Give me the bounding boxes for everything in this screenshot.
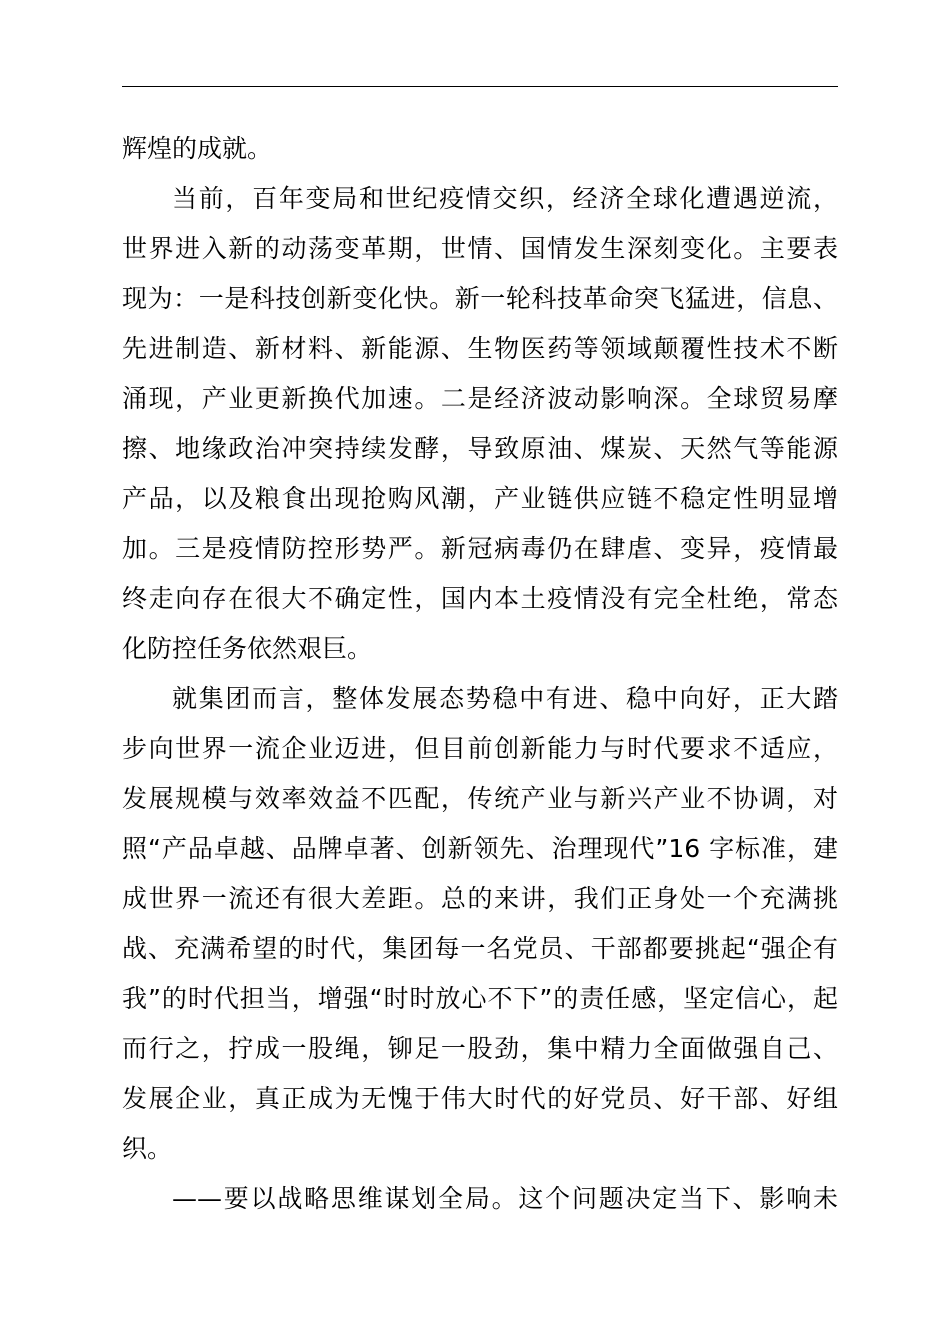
text-line: 战、充满希望的时代，集团每一名党员、干部都要挑起“强企有 [122, 934, 838, 963]
text-line: 辉煌的成就。 [122, 134, 273, 163]
text-line: 化防控任务依然艰巨。 [122, 634, 373, 663]
text-line: 织。 [122, 1134, 173, 1163]
text-line: 成世界一流还有很大差距。总的来讲，我们正身处一个充满挑 [122, 884, 838, 913]
text-line: 产品，以及粮食出现抢购风潮，产业链供应链不稳定性明显增 [122, 484, 838, 513]
text-line: 终走向存在很大不确定性，国内本土疫情没有完全杜绝，常态 [122, 584, 838, 613]
body-text [122, 124, 838, 1224]
text-line: 我”的时代担当，增强“时时放心不下”的责任感，坚定信心，起 [122, 984, 838, 1013]
text-line: 先进制造、新材料、新能源、生物医药等领域颠覆性技术不断 [122, 334, 838, 363]
text-line: ——要以战略思维谋划全局。这个问题决定当下、影响未 [172, 1184, 838, 1213]
text-line: 擦、地缘政治冲突持续发酵，导致原油、煤炭、天然气等能源 [122, 434, 838, 463]
text-line: 发展企业，真正成为无愧于伟大时代的好党员、好干部、好组 [122, 1084, 838, 1113]
text-line: 发展规模与效率效益不匹配，传统产业与新兴产业不协调，对 [122, 784, 838, 813]
text-line: 照“产品卓越、品牌卓著、创新领先、治理现代”16 字标准，建 [122, 834, 838, 863]
text-line: 步向世界一流企业迈进，但目前创新能力与时代要求不适应， [122, 734, 838, 763]
text-line: 现为：一是科技创新变化快。新一轮科技革命突飞猛进，信息、 [122, 284, 838, 313]
text-line: 加。三是疫情防控形势严。新冠病毒仍在肆虐、变异，疫情最 [122, 534, 838, 563]
text-line: 当前，百年变局和世纪疫情交织，经济全球化遭遇逆流， [172, 184, 838, 213]
text-line: 涌现，产业更新换代加速。二是经济波动影响深。全球贸易摩 [122, 384, 838, 413]
text-line: 就集团而言，整体发展态势稳中有进、稳中向好，正大踏 [172, 684, 838, 713]
text-line: 而行之，拧成一股绳，铆足一股劲，集中精力全面做强自己、 [122, 1034, 838, 1063]
text-line: 世界进入新的动荡变革期，世情、国情发生深刻变化。主要表 [122, 234, 838, 263]
header-rule [122, 86, 838, 87]
